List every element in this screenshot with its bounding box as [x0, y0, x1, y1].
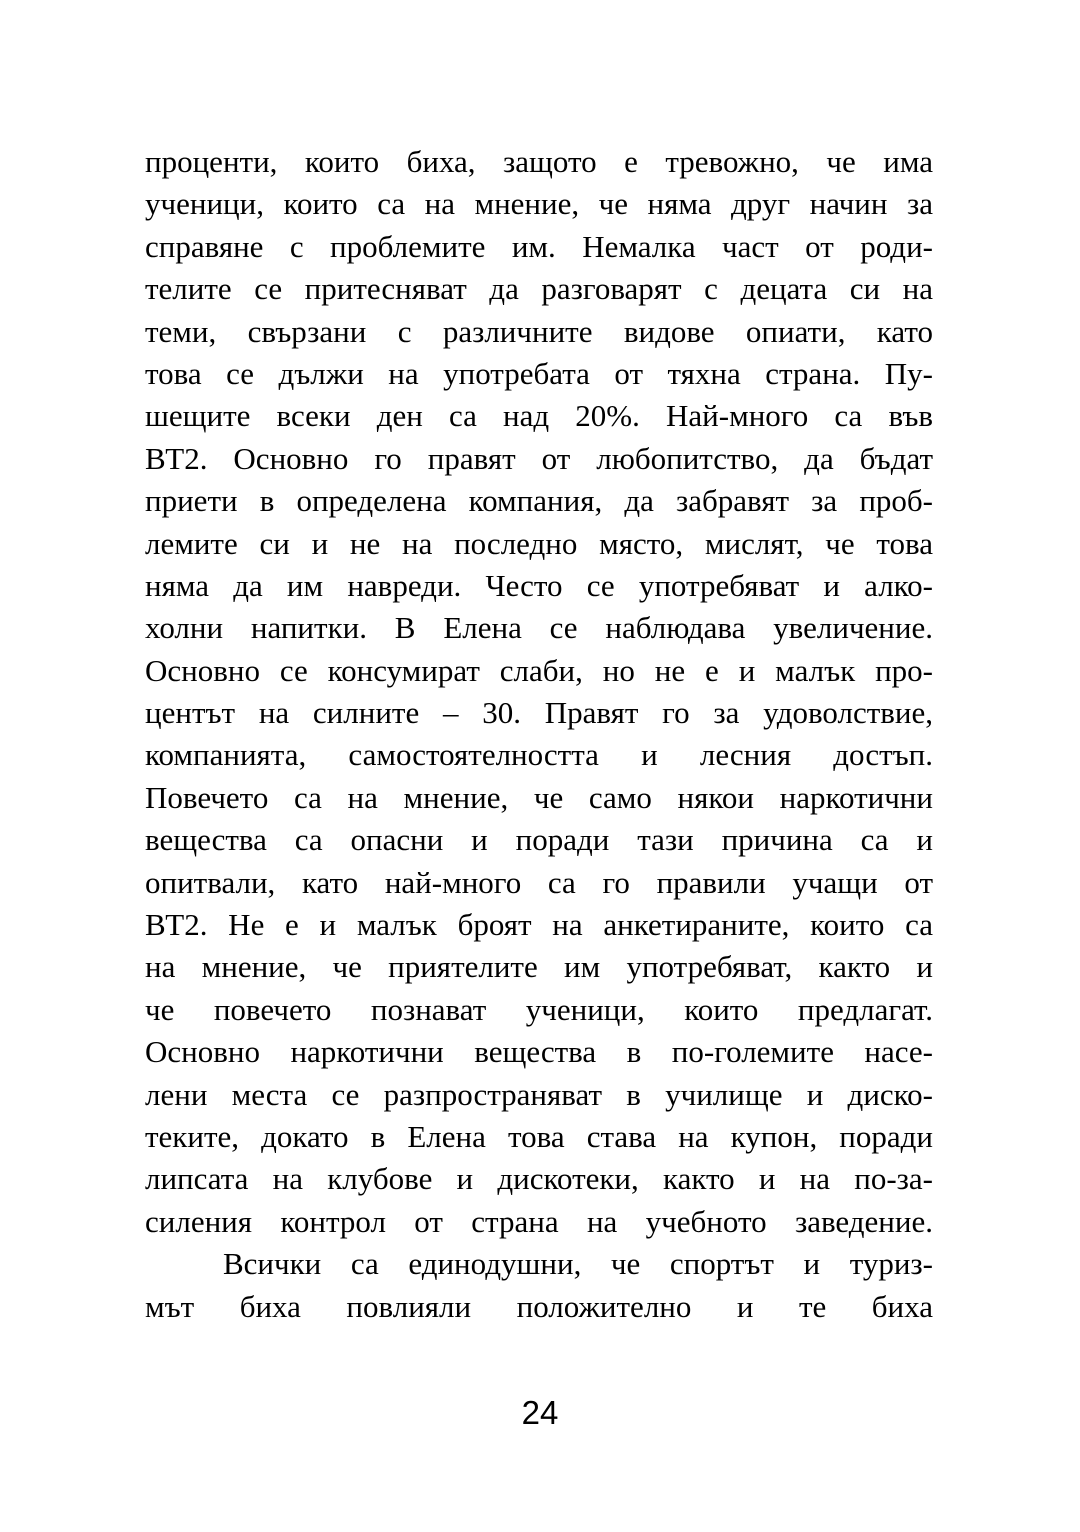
text-line: Основно се консумират слаби, но не е и малък про- — [145, 652, 933, 688]
text-line: на мнение, че приятелите им употребяват, както и — [145, 949, 933, 985]
text-line: ВТ2. Не е и малък броят на анкетираните, които са — [145, 907, 933, 943]
text-line: лемите си и не на последно място, мислят, че това — [145, 525, 933, 561]
text-line: Повечето са на мнение, че само някои наркотични — [145, 779, 933, 815]
text-line: това се дължи на употребата от тяхна страна. Пу- — [145, 355, 933, 391]
text-line: лени места се разпространяват в училище и диско- — [145, 1076, 933, 1112]
text-line: че повечето познават ученици, които предлагат. — [145, 991, 933, 1027]
text-line: няма да им навреди. Често се употребяват и алко- — [145, 567, 933, 603]
text-line: опитвали, като най-много са го правили учащи от — [145, 864, 933, 900]
text-line: холни напитки. В Елена се наблюдава увеличение. — [145, 610, 933, 646]
text-line: теките, докато в Елена това става на купон, поради — [145, 1118, 933, 1154]
text-line: телите се притесняват да разговарят с децата си на — [145, 271, 933, 307]
text-line: центът на силните – 30. Правят го за удоволствие, — [145, 695, 933, 731]
text-line: теми, свързани с различните видове опиати, като — [145, 313, 933, 349]
text-line: шещите всеки ден са над 20%. Най-много са във — [145, 398, 933, 434]
text-line: мът биха повлияли положително и те биха — [145, 1288, 933, 1324]
text-line: ученици, които са на мнение, че няма друг начин за — [145, 186, 933, 222]
page-number: 24 — [521, 1394, 559, 1431]
text-line: проценти, които биха, защото е тревожно, че има — [145, 144, 933, 179]
text-line: Основно наркотични вещества в по-големите насе- — [145, 1034, 933, 1070]
text-line: Всички са единодушни, че спортът и туриз- — [223, 1246, 933, 1282]
text-line: ВТ2. Основно го правят от любопитство, да бъдат — [145, 440, 933, 476]
text-line: силения контрол от страна на учебното заведение. — [145, 1203, 933, 1239]
text-line: вещества са опасни и поради тази причина са и — [145, 822, 933, 858]
text-line: справяне с проблемите им. Немалка част от роди- — [145, 228, 933, 264]
text-line: липсата на клубове и дискотеки, както и на по-за- — [145, 1161, 933, 1197]
text-column — [145, 141, 933, 1328]
text-line: компанията, самостоятелността и лесния достъп. — [145, 737, 933, 773]
text-line: приети в определена компания, да забравят за проб- — [145, 483, 933, 519]
